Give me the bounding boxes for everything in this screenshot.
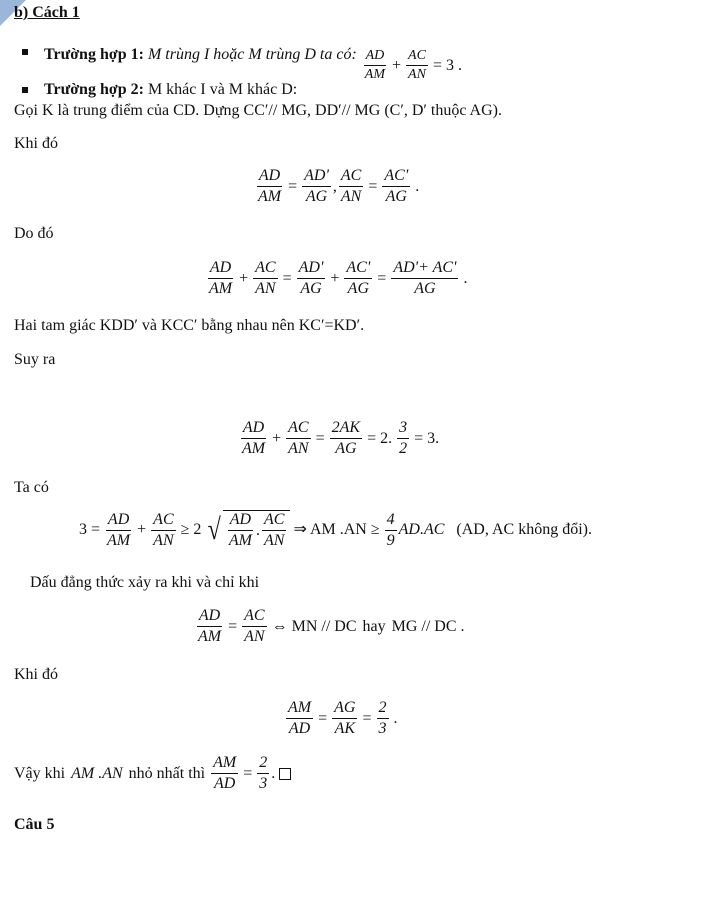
fraction: $\frac{AC}{AN}$ [255, 259, 276, 297]
fraction: $\frac{AM}{AD}$ [288, 699, 312, 737]
equation-2: $\frac{AD}{AM}$ + $\frac{AC}{AN}$ = $\frac{AD'}{AG}$ + $\frac{AC'}{AG}$ = $\frac{AD'+ AC'}{AG}$ . [209, 259, 468, 297]
fraction: $\frac{AD}{AM}$ [364, 48, 386, 82]
construction-text: Gọi K là trung điểm của CD. Dựng CC′// MG, DD′// MG (C′, D′ thuộc AG). [14, 102, 502, 119]
case1-label: Trường hợp 1: [44, 46, 144, 63]
section-label: b) Cách 1 [14, 4, 80, 21]
fraction: $\frac{AD}{AM}$ [258, 167, 282, 205]
fraction: $\frac{AG}{AK}$ [334, 699, 356, 737]
fraction: $\frac{AC}{AN}$ [263, 511, 285, 549]
equation-3: $\frac{AD}{AM}$ + $\frac{AC}{AN}$ = $\frac{2AK}{AG}$ = 2. $\frac{3}{2}$ = 3. [242, 419, 440, 457]
equation-5: $\frac{AD}{AM}$ = $\frac{AC}{AN}$ ⇔ MN // DC hay MG // DC . [198, 607, 465, 645]
fraction: $\frac{AD}{AM}$ [209, 259, 233, 297]
equation-1: $\frac{AD}{AM}$ = $\frac{AD'}{AG}$ , $\frac{AC}{AN}$ = $\frac{AC'}{AG}$ . [258, 167, 420, 205]
fraction: $\frac{AD}{AM}$ [107, 510, 131, 549]
fraction: $\frac{2}{3}$ [259, 754, 268, 792]
bullet-icon [22, 49, 28, 55]
fraction: $\frac{AC}{AN}$ [288, 419, 309, 457]
do-do-label: Do đó [14, 225, 54, 242]
end-of-proof-icon [279, 768, 291, 780]
case1-line: Trường hợp 1: M trùng I hoặc M trùng D ta có: $\frac{AD}{AM}$ + $\frac{AC}{AN}$ = 3 . [44, 46, 462, 82]
fraction: $\frac{3}{2}$ [399, 419, 408, 457]
khi-do-label: Khi đó [14, 666, 58, 683]
case2-line [44, 80, 297, 100]
fraction: $\frac{AD}{AM}$ [228, 511, 252, 549]
ta-co-label: Ta có [14, 479, 49, 496]
equation-6: $\frac{AM}{AD}$ = $\frac{AG}{AK}$ = $\frac{2}{3}$ . [288, 699, 398, 737]
fraction: $\frac{2AK}{AG}$ [331, 419, 361, 457]
suy-ra-label: Suy ra [14, 351, 56, 368]
fraction: $\frac{AM}{AD}$ [213, 754, 237, 792]
fraction: $\frac{2}{3}$ [378, 699, 387, 737]
fraction: $\frac{AC}{AN}$ [244, 607, 265, 645]
khi-do-label: Khi đó [14, 135, 58, 152]
fraction: $\frac{AD'}{AG}$ [304, 167, 329, 205]
conclusion-line: Vậy khi AM .AN nhỏ nhất thì $\frac{AM}{AD}$ = $\frac{2}{3}$ . [14, 754, 291, 793]
case2-label: Trường hợp 2: [44, 81, 144, 98]
fraction: $\frac{AD}{AM}$ [242, 419, 266, 457]
square-root: √ $\frac{AD}{AM}$ . $\frac{AC}{AN}$ [206, 510, 290, 550]
fraction: $\frac{AD'+ AC'}{AG}$ [393, 259, 457, 297]
fraction: $\frac{AC}{AN}$ [340, 167, 362, 205]
bullet-icon [22, 87, 28, 93]
fraction: $\frac{4}{9}$ [386, 510, 395, 549]
equation-4: 3 = $\frac{AD}{AM}$ + $\frac{AC}{AN}$ ≥ 2 √ $\frac{AD}{AM}$ . $\frac{AC}{AN}$ ⇒ AM .AN ≥ $\frac{4}{9}$ AD.AC (AD, AC không đổi). [79, 510, 592, 549]
question-5-heading: Câu 5 [14, 816, 55, 833]
fraction: $\frac{AC'}{AG}$ [346, 259, 371, 297]
case1-text: M trùng I hoặc M trùng D ta có: [147, 46, 357, 63]
case2-text: M khác I và M khác D: [147, 81, 298, 98]
equality-condition-text: Dấu đẳng thức xảy ra khi và chỉ khi [30, 574, 260, 591]
fraction: $\frac{AC'}{AG}$ [384, 167, 409, 205]
triangle-text: Hai tam giác KDD′ và KCC′ bằng nhau nên KC′=KD′. [14, 317, 365, 334]
fraction: $\frac{AD'}{AG}$ [298, 259, 324, 297]
fraction: $\frac{AD}{AM}$ [198, 607, 222, 645]
fraction: $\frac{AC}{AN}$ [408, 48, 426, 82]
fraction: $\frac{AC}{AN}$ [153, 510, 174, 549]
